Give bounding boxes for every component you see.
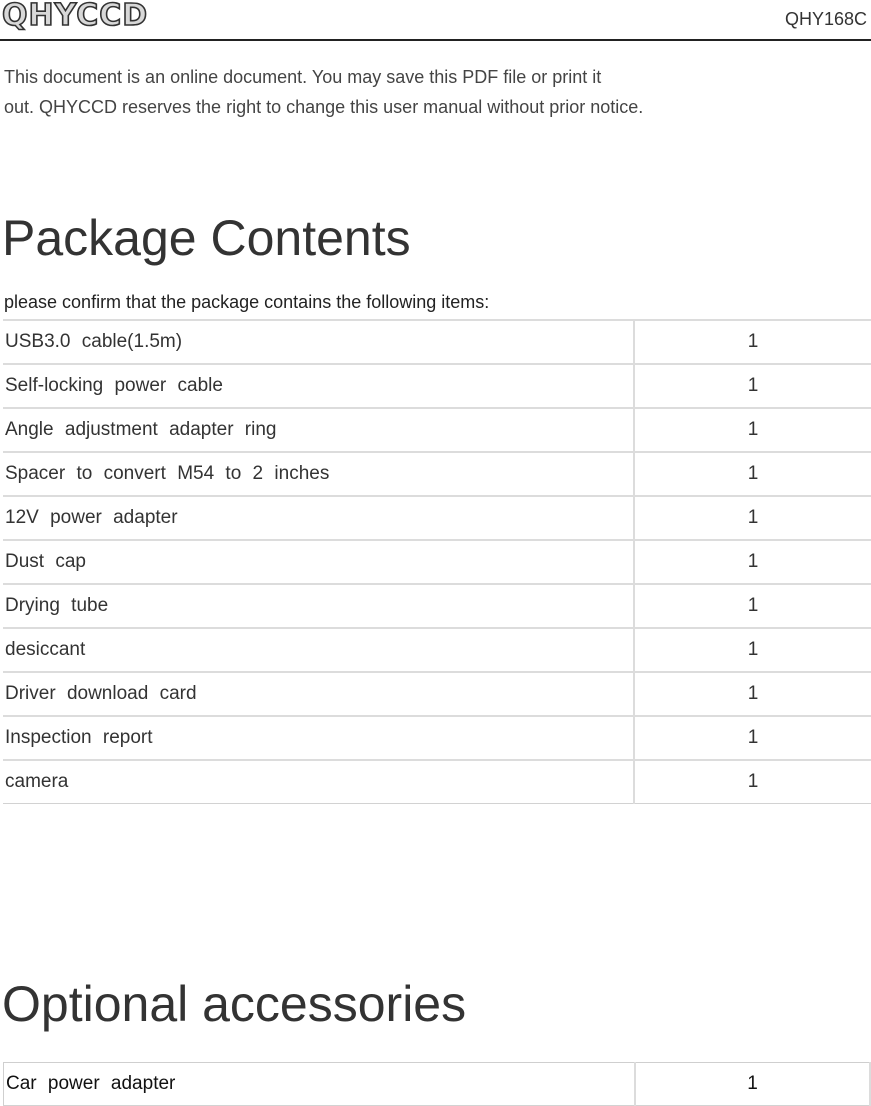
table-row (3, 584, 871, 628)
item-name: camera (3, 760, 634, 804)
item-name: Dust cap (3, 540, 634, 584)
package-contents-table (3, 319, 871, 804)
item-quantity: 1 (634, 540, 871, 584)
package-intro-text: please confirm that the package contains the following items: (4, 292, 490, 312)
table-row (3, 364, 871, 408)
brand-logo: QHYCCD (2, 0, 149, 33)
table-row (3, 320, 871, 364)
item-quantity: 1 (634, 452, 871, 496)
item-quantity: 1 (634, 584, 871, 628)
item-quantity: 1 (634, 760, 871, 804)
table-row (3, 452, 871, 496)
page-header (0, 0, 871, 41)
item-name: Driver download card (3, 672, 634, 716)
model-label: QHY168C (784, 9, 867, 29)
table-row (3, 408, 871, 452)
item-quantity: 1 (634, 628, 871, 672)
notice-line-2: out. QHYCCD reserves the right to change this user manual without prior notice. (4, 97, 644, 117)
item-quantity: 1 (634, 320, 871, 364)
package-contents-heading: Package Contents (2, 210, 411, 266)
notice-paragraph (4, 62, 844, 122)
item-name: Car power adapter (4, 1063, 636, 1106)
item-name: Drying tube (3, 584, 634, 628)
item-name: 12V power adapter (3, 496, 634, 540)
item-quantity: 1 (634, 672, 871, 716)
table-row (3, 760, 871, 804)
item-quantity: 1 (634, 496, 871, 540)
item-name: Angle adjustment adapter ring (3, 408, 634, 452)
item-name: Self-locking power cable (3, 364, 634, 408)
optional-accessories-table (3, 1062, 871, 1106)
table-row (3, 540, 871, 584)
item-name: Spacer to convert M54 to 2 inches (3, 452, 634, 496)
table-row (3, 716, 871, 760)
item-name: Inspection report (3, 716, 634, 760)
table-row (3, 672, 871, 716)
optional-accessories-heading: Optional accessories (2, 976, 467, 1032)
item-quantity: 1 (634, 364, 871, 408)
item-name: desiccant (3, 628, 634, 672)
notice-line-1: This document is an online document. You may save this PDF file or print it (4, 67, 602, 87)
item-quantity: 1 (634, 716, 871, 760)
table-row (3, 628, 871, 672)
item-quantity: 1 (635, 1063, 870, 1106)
item-quantity: 1 (634, 408, 871, 452)
table-row (3, 496, 871, 540)
table-row (4, 1063, 871, 1106)
item-name: USB3.0 cable(1.5m) (3, 320, 634, 364)
